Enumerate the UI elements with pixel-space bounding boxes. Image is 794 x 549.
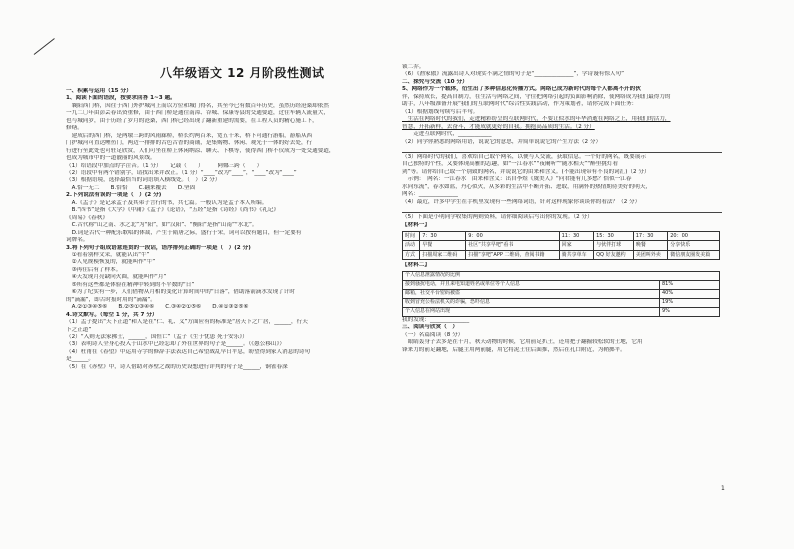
answer-line xyxy=(402,207,722,213)
schedule-cell: 社区“共享早吧”看书 xyxy=(466,241,559,250)
text-line: C.古代称“山之南、水之北”为“阳”，如“汉阳”、“衡阳”是指“山南”“水北”。 xyxy=(66,222,258,229)
text-line: （6）《渔家傲》流露出诗人对现实不满之情的句子是“______________”，学诗谩有惊人句” xyxy=(402,71,625,78)
text-line: 门护城河可直达鲤鱼门，两边一排排的古色古香的商铺，是集购物、休闲、观光于一体的好去处，行 xyxy=(66,140,313,147)
material2-table xyxy=(402,271,720,317)
material2-item: 个人信息在网站出现 xyxy=(403,307,660,316)
schedule-cell: 扫描“享吧”APP 二维码，查阅书籍 xyxy=(466,250,559,259)
text-line: （3）根据语境，选择最恰当的词语填入横线处。（ ）（2 分） xyxy=(66,177,221,184)
text-line: 生活在网络时代的我们，走进精彩纷呈的互联网时代，不要让似水的年华消逝在网络之上，用我们的活力， xyxy=(402,116,671,123)
schedule-cell: QQ 好友邀约 xyxy=(594,250,634,259)
text-line: A.恰一无二 B.恰恰 C.翻来覆去 D.坚固 xyxy=(66,184,196,191)
schedule-cell: 骑共享单车 xyxy=(559,250,594,259)
text-line: （5）在《赤壁》中，诗人借助对赤壁之战的历史设想进行评判的句子是______，铜雀春深 xyxy=(66,363,288,370)
schedule-cell: 9：00 xyxy=(466,232,559,241)
text-line: 5、网络作为一个载体，衍生出了多种信息化传播方式。网络已成为新时代的每个人都离不开的伙 xyxy=(402,86,641,93)
schedule-cell: 美团叫外卖 xyxy=(633,250,668,259)
text-line: 建成后的西门桥，是两墩三跨的风雨廊桥，桥长约两百米，宽五十米，桥下可通行游船，游船从西 xyxy=(66,132,313,139)
text-line: 1、阅读下面的语段，按要求回答 1~3 题。 xyxy=(66,95,176,102)
table-row xyxy=(403,289,720,298)
text-line: 4.诗文默写。（每空 1 分，共 7 分） xyxy=(66,311,158,318)
page-number: 1 xyxy=(721,485,725,492)
text-line: （4）最近，许多中学生在手机里发现有一些网络词语，针对这样现象你谈谈你的看法？（2 分） xyxy=(402,198,641,205)
schedule-cell: 微信朋友圈发美篇 xyxy=(668,250,720,259)
text-line: B.“四书”是指《大学》《中庸》《孟子》《论语》，“五经”是指《诗经》《尚书》《礼记》 xyxy=(66,207,279,214)
text-line: （2）语段中有两个错别字，请找出来并改正。（1 分）“____”改为“____”，“____”改为“____” xyxy=(66,169,297,176)
text-line: 下之正道” xyxy=(66,326,92,333)
schedule-cell: 早餐 xyxy=(420,241,466,250)
text-line: 一、积累与运用（15 分） xyxy=(66,88,132,94)
text-line: 智慧，开拓新样，去奋斗，才能成就更好的自我。拥抱高品质的生活。（2 分） xyxy=(402,123,595,130)
text-line: （5）下面是小明同学收集的两则资料，请你细阅读后写出你的发现。（2 分） xyxy=(402,214,593,221)
table-row xyxy=(403,298,720,307)
text-line: （1）给语段中加点的字注音。（1 分） 记载（ ） 阿娜三跨（ ） xyxy=(66,162,263,169)
text-line: 助手，八年级准备开展“我们的互联网时代”综合性实践活动，作为策划者，请你完成下面任务： xyxy=(402,101,638,108)
text-line: 一九二〇年由彭芸春出资重修，由于西门桥是通往南漳、谷城、保康等县的交通要道，过往车辆人流量大， xyxy=(66,110,329,117)
text-line: 三、阅读与欣赏（ ） xyxy=(402,324,458,331)
text-line: 伴，保持成长，提高自制力，在生活与网络之间，守住把网络引起的负面影响消除，使网络成为我们最得力的 xyxy=(402,93,671,100)
text-line: 也成为城市中的一道靓丽的风景线。 xyxy=(66,155,156,162)
schedule-cell: 方式 xyxy=(403,250,420,259)
schedule-cell: 活动 xyxy=(403,241,420,250)
material2-percent: 9% xyxy=(660,307,720,316)
material2-percent: 19% xyxy=(660,298,720,307)
page-title: 八年级语文 12 月阶段性测试 xyxy=(160,66,325,80)
text-line: （2）同学你熟悉的网络用语，说说它的意思，并简单说说它的产生方法（2 分） xyxy=(402,138,602,145)
margin-stroke xyxy=(34,38,55,55)
text-line: 走进互联网时代，____________ xyxy=(402,131,492,138)
text-line: （4）杜甫在《春望》中运用寺字的修辞手法表达自己希望战乱早日平息，盼望得到家人消息的诗句 xyxy=(66,348,311,355)
text-line: 眼睛轰身子去多是在十月，秋天动物的时候，它用前足扒土，还用把子翻掘较松软的土地，它用 xyxy=(402,339,643,346)
text-line: 修缮。 xyxy=(66,125,83,132)
text-line: 3.将下列句子组成语意连贯的一段话，语序排列正确的一项是（ ）(2 分) xyxy=(66,244,251,251)
answer-line xyxy=(402,147,722,153)
text-line: （2）“入则无法家拂士，______，国恒亡”（孟子《生于忧患 死于安乐》） xyxy=(66,333,248,340)
schedule-cell: 20：00 xyxy=(668,232,720,241)
text-line: ②人见规模恢复的，就能叫作“牛” xyxy=(66,259,156,266)
schedule-cell: 15：30 xyxy=(594,232,634,241)
schedule-cell: 17：30 xyxy=(633,232,668,241)
schedule-cell: 时间 xyxy=(403,232,420,241)
text-line: （3）表明诗人全身心投入于山水中已经忘却了外在世界的句子是______。（《愚公移山》） xyxy=(66,341,285,348)
text-line: 锁二乔。 xyxy=(402,64,425,70)
schedule-cell: 与伙伴打球 xyxy=(594,241,634,250)
table-row xyxy=(403,280,720,289)
text-line: ④天发现月亮缺向火圆，就能叫作“月” xyxy=(66,274,167,281)
text-line: 词牌名。 xyxy=(66,237,89,244)
text-line: ⑥为了纪实有一步，人们借物从月相的变化计算时间中的“日落”，借助落箭滴水发现了计时 xyxy=(66,289,295,296)
text-line: 《周易》《春秋》 xyxy=(66,214,108,221)
text-line: 水向东流”，春水如蓝，丹心似火，从多彩的生活中不断开拓、进取，用满怀的热情期待美好的明天， xyxy=(402,183,652,190)
material2-item: 邮箱，社交平台密码被盗 xyxy=(403,289,660,298)
material2-percent: 81% xyxy=(660,280,720,289)
text-line: 襄阳西门桥，因往于西门外护城河上而以方位和城门得名，其至今已有数百年历史，虽然历经沧桑却依然 xyxy=(66,102,329,109)
text-line: （一）名篇阅读（8 分） xyxy=(402,331,464,338)
schedule-cell: 晚餐 xyxy=(633,241,668,250)
text-line: （3）网络时代的我们，喜欢给自己取个网名，以便与人交流，获取信息。一个好的网名，既要展示 xyxy=(402,153,647,160)
schedule-table xyxy=(402,231,720,260)
material2-item: 收到冒充公检法机关的诈骗，恐吓信息 xyxy=(403,298,660,307)
text-line: 的“滴漏”，即古时报时用的“滴漏”。 xyxy=(66,296,156,303)
text-line: 自己独特的个性，又要体现高雅的志趣，如“一江春水”“夜阑听”“随水相天”“醉里挑灯看 xyxy=(402,161,619,168)
schedule-cell: 扫描周家二维码 xyxy=(420,250,466,259)
text-line: 剑”等。请你给自己取一个别致的网名，并说说它的由来和含义。(不能出现带有不良的词汇)（2 分） xyxy=(402,168,650,175)
material2-item: 接到骚扰电话，并且来电知道姓名或单位等个人信息 xyxy=(403,280,660,289)
text-line: 行进行至此处也可驻足欣赏，人们可坐在桥上休闲纳凉、聊天、下棋等，使得西门桥不仅成为一处交通要道， xyxy=(66,147,335,154)
schedule-cell: 7：30 xyxy=(420,232,466,241)
text-line: ③再往后有了样本。 xyxy=(66,266,122,273)
text-line: 示例： 网名：一江春水 由来和含义：出自李煜《虞美人》“问君能有几多愁？恰似一江春 xyxy=(402,176,632,183)
text-line: 锋来力的前足翻地，后腿主用两前腿，用它将泥土往后面推，然后在孔口附近，为鞘掷平。 xyxy=(402,346,626,353)
table-row xyxy=(403,307,720,316)
text-line: （1）孟子提出“天下正道”和人是在“仁、礼、义”方面应有的标准是“居天下之广居，______，行天 xyxy=(66,319,308,326)
text-line: （1）根据划线句续写后半句。 xyxy=(402,108,479,115)
text-line: 二、探究与交流（10 分） xyxy=(402,78,468,85)
right-column xyxy=(402,64,722,354)
text-line: D.词是古代一种配乐歌唱的体裁，产生于隋唐之际，盛行于宋，词可以按有题目，但一定要有 xyxy=(66,229,302,236)
schedule-cell: 11：30 xyxy=(559,232,594,241)
text-line: 【材料一】 xyxy=(402,221,430,228)
text-line: 我的发现：______________ xyxy=(402,316,470,323)
schedule-cell: 回家 xyxy=(559,241,594,250)
left-column xyxy=(66,88,388,371)
text-line: 2.下列说法有误的一项是（ ）(2 分) xyxy=(66,192,162,199)
text-line: 网名：______________ xyxy=(402,191,458,198)
text-line: A.②①③④⑤⑥ B.②⑤①③④⑥ C.③④②①⑤⑥ D.④①③②⑤⑥ xyxy=(66,304,249,311)
text-line: 是______。 xyxy=(66,356,94,363)
material2-subtitle: 个人信息泄露情况的比例 xyxy=(403,271,720,280)
material2-title: 【材料二】 xyxy=(402,262,430,269)
text-line: ①看着别样文采，就能认出“牛” xyxy=(66,251,150,258)
text-line: 也与城同岁，由于历经了岁月的沧桑，西门桥已经出现了翻新重建的需要，在工程人员的精心施工下， xyxy=(66,117,318,124)
text-line: A.《孟子》是记录孟子及其弟子言行的书，共七篇。一般认为是孟子本人所编。 xyxy=(66,199,268,206)
text-line: ⑤所有这些都是体验在精神中转到的不平数的“日” xyxy=(66,281,195,288)
schedule-cell: 分享快乐 xyxy=(668,241,720,250)
material2-percent: 40% xyxy=(660,289,720,298)
